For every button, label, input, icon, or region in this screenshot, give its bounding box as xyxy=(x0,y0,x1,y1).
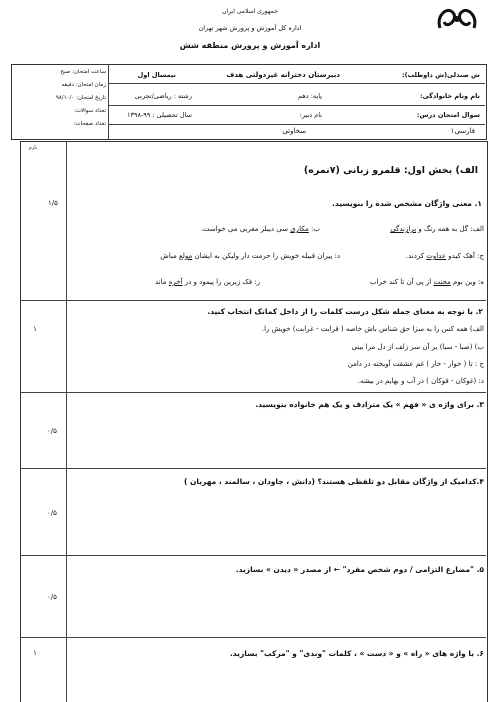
q1-score: ۱/۵ xyxy=(48,199,58,207)
q2-title: ۲. با توجه به معنای جمله شکل درست کلمات را از داخل کمانک انتخاب کنید. xyxy=(207,307,483,316)
exam-time: ساعت امتحان: صبح xyxy=(60,69,106,75)
exam-duration: زمان امتحان: دقیقه xyxy=(61,82,106,88)
q5-title: ۵. "مضارع التزامی / دوم شخص مفرد" ← از مصدر « دیدن » بسازید. xyxy=(235,565,484,574)
q3-score: ۰/۵ xyxy=(47,427,57,435)
teacher-label: نام دبیر: xyxy=(299,111,322,119)
school-name: دبیرستان دخترانه غیردولتی هدف xyxy=(226,71,340,79)
q1-item-b: ب: مکاری سی دیبلز مغربی می خواست. xyxy=(200,225,320,233)
ministry-logo-icon xyxy=(434,4,480,34)
field-label: رشته : ریاضی/تجربی xyxy=(134,92,192,100)
q3-title: ۳. برای واژه ی « فهم » یک مترادف و یک هم خانواده بنویسید. xyxy=(255,400,484,409)
q1-item-f: ر: فک زیرین را پیمود و در آخره ماند xyxy=(155,278,260,286)
q2-score: ۱ xyxy=(33,325,37,333)
dept-region: اداره آموزش و پرورش منطقه شش xyxy=(179,41,321,50)
q1-item-a: الف: گل به همه رنگ و برازندگی xyxy=(390,225,484,233)
grade-label: پایه: دهم xyxy=(298,92,322,100)
q2-item-d: د: (غوکان - قوکان ) در آب و بهایم در بیشه. xyxy=(357,377,484,385)
q1-item-e: ه: وین بوم محنت از پی آن تا کند خراب xyxy=(370,278,484,286)
q1-title: ۱. معنی واژگان مشخص شده را بنویسید. xyxy=(332,199,482,208)
subject-label: سوال امتحان درس: xyxy=(416,111,480,119)
republic-title: جمهوری اسلامی ایران xyxy=(222,8,278,15)
q2-item-b: ب) (صبا - سبا) بر آن سر زلف از دل مرا بینی xyxy=(351,343,484,351)
dept-city: اداره کل آموزش و پرورش شهر تهران xyxy=(198,24,302,32)
subject-value: فارسی۱ xyxy=(450,127,475,135)
score-column-header: بارم xyxy=(28,145,38,151)
seat-label: ش صندلی(ش داوطلب): xyxy=(402,71,480,79)
question-count: تعداد سوالات: xyxy=(74,108,106,114)
teacher-value: سخاوتی xyxy=(282,127,306,135)
q1-item-c: ج: آهک کیدو عداوت کردند. xyxy=(405,252,484,260)
q4-title: ۴.کدامیک از واژگان مقابل دو تلفظی هستند؟ (دانش ، جاودان ، سالمند ، مهربان ) xyxy=(183,477,484,486)
name-label: نام ونام خانوادگی: xyxy=(419,92,480,100)
q6-title: ۶. با واژه های « راه » و « دست » ، کلمات "وندی" و "مرکب" بسازید. xyxy=(229,649,484,658)
q6-score: ۱ xyxy=(33,649,37,657)
section-title: الف) بخش اول: قلمرو زبانی (۷نمره) xyxy=(303,165,478,176)
q2-item-a: الف) همه کس را به سزا حق شناس باش خاصه ( قرابت - غرابت) خویش را. xyxy=(261,325,484,333)
q1-item-d: د: پیران قبیله خویش را حرمت دار ولیکن به ایشان مولع مباش xyxy=(160,252,340,260)
q2-item-c: ج : تا ( خوار - خار ) غم عشقت آویخته در دامن xyxy=(347,360,484,368)
school-year: سال تحصیلی : ۹۹-۱۳۹۸ xyxy=(126,111,192,119)
term-label: نیمسال اول xyxy=(137,71,176,79)
q4-score: ۰/۵ xyxy=(47,509,57,517)
exam-date: تاریخ امتحان: ۹۸/۱۰/۰ xyxy=(55,95,106,101)
q5-score: ۰/۵ xyxy=(47,593,57,601)
page-count: تعداد صفحات: xyxy=(73,121,106,127)
